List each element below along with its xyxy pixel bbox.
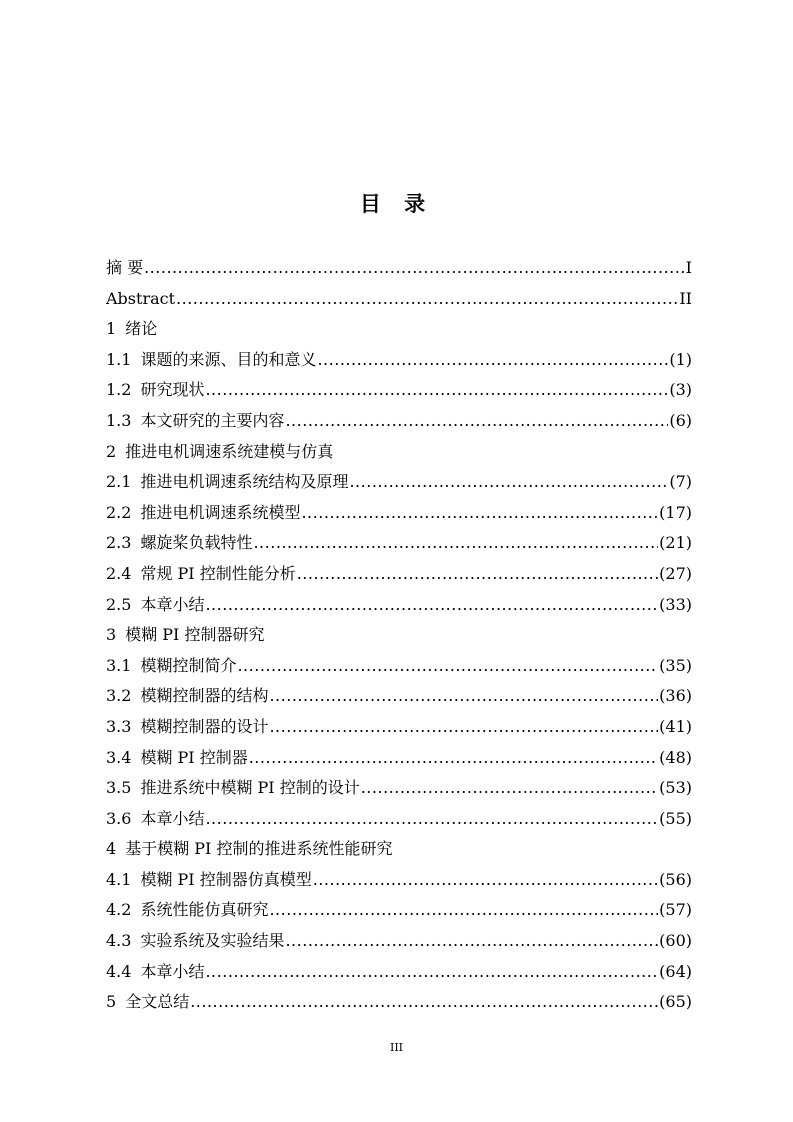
toc-entry-number: 4.3 (106, 931, 132, 951)
toc-entry-number: 2.3 (106, 533, 132, 553)
toc-entry[interactable] (106, 620, 692, 651)
toc-entry[interactable] (106, 957, 692, 988)
toc-entry-number: 2.1 (106, 472, 132, 492)
toc-entry-label: Abstract (106, 288, 176, 308)
toc-leader-dots (205, 804, 658, 835)
toc-entry-label: 模糊控制器的设计 (140, 716, 269, 736)
toc-entry-number: 1 (106, 319, 117, 339)
toc-entry-number: 2.5 (106, 594, 132, 614)
toc-entry-label: 摘 要 (106, 258, 144, 277)
toc-entry-label: 模糊 PI 控制器研究 (125, 625, 265, 645)
toc-leader-dots (144, 253, 685, 284)
toc-leader-dots (249, 743, 658, 774)
toc-entry[interactable] (106, 712, 692, 743)
toc-entry-page: (48) (659, 747, 692, 767)
toc-entry-number: 1.1 (106, 349, 132, 369)
toc-leader-dots (205, 590, 658, 621)
toc-entry-label: 系统性能仿真研究 (140, 900, 269, 920)
toc-entry[interactable] (106, 467, 692, 498)
toc-entry-number: 3.3 (106, 716, 132, 736)
toc-entry-number: 5 (106, 992, 117, 1012)
toc-leader-dots (313, 865, 658, 896)
toc-entry[interactable] (106, 590, 692, 621)
toc-title: 目 录 (359, 191, 434, 216)
toc-entry-number: 2.4 (106, 563, 132, 583)
toc-leader-dots (317, 345, 668, 376)
toc-entry-number: 3.6 (106, 808, 132, 828)
toc-entry-label: 模糊控制简介 (140, 655, 237, 675)
toc-leader-dots (269, 895, 658, 926)
toc-entry[interactable] (106, 559, 692, 590)
toc-entry-label: 推进系统中模糊 PI 控制的设计 (140, 778, 360, 798)
toc-entry-label: 模糊控制器的结构 (140, 686, 269, 706)
toc-entry[interactable] (106, 498, 692, 529)
toc-entry[interactable] (106, 987, 692, 1018)
toc-entry-number: 3.2 (106, 686, 132, 706)
toc-entry-label: 本章小结 (140, 961, 205, 981)
toc-entry-page: (65) (659, 992, 692, 1012)
toc-entry-page: (17) (659, 502, 692, 522)
toc-leader-dots (176, 284, 678, 315)
toc-entry-number: 3.5 (106, 778, 132, 798)
toc-entry[interactable] (106, 834, 692, 865)
toc-entry-number: 3 (106, 625, 117, 645)
toc-entry-page: (21) (659, 533, 692, 553)
toc-leader-dots (285, 406, 668, 437)
toc-entry-page: (6) (669, 410, 692, 430)
toc-entry-page: (53) (659, 778, 692, 798)
toc-entry[interactable] (106, 528, 692, 559)
toc-entry[interactable] (106, 926, 692, 957)
toc-entry-page: (27) (659, 563, 692, 583)
toc-entry-number: 1.2 (106, 380, 132, 400)
toc-entry-label: 本章小结 (140, 808, 205, 828)
toc-entry-page: II (679, 288, 692, 308)
toc-entry-number: 4 (106, 839, 117, 859)
toc-entry-page: (57) (659, 900, 692, 920)
toc-entry[interactable] (106, 345, 692, 376)
toc-entry[interactable] (106, 773, 692, 804)
toc-entry-label: 推进电机调速系统结构及原理 (140, 472, 349, 492)
toc-entry[interactable] (106, 804, 692, 835)
toc-entry-page: (7) (669, 472, 692, 492)
toc-leader-dots (301, 498, 658, 529)
toc-leader-dots (349, 467, 668, 498)
toc-entry[interactable] (106, 865, 692, 896)
toc-entry-page: I (685, 258, 692, 277)
toc-entry-number: 4.1 (106, 869, 132, 889)
toc-entry[interactable] (106, 437, 692, 468)
toc-leader-dots (297, 559, 658, 590)
toc-entry[interactable] (106, 375, 692, 406)
toc-entry-label: 课题的来源、目的和意义 (140, 349, 317, 369)
toc-entry-label: 本文研究的主要内容 (140, 410, 285, 430)
toc-entry[interactable] (106, 406, 692, 437)
toc-entry-label: 实验系统及实验结果 (140, 931, 285, 951)
toc-entry-number: 4.4 (106, 961, 132, 981)
toc-entry[interactable] (106, 681, 692, 712)
toc-entry-label: 本章小结 (140, 594, 205, 614)
toc-leader-dots (205, 375, 668, 406)
toc-leader-dots (190, 987, 658, 1018)
toc-entry[interactable] (106, 895, 692, 926)
toc-entry-page: (1) (669, 349, 692, 369)
toc-entry-label: 模糊 PI 控制器仿真模型 (140, 869, 312, 889)
toc-entry-page: (55) (659, 808, 692, 828)
toc-leader-dots (285, 926, 658, 957)
toc-entry-page: (41) (659, 716, 692, 736)
toc-entry-page: (33) (659, 594, 692, 614)
toc-entry-label: 模糊 PI 控制器 (140, 747, 248, 767)
toc-leader-dots (269, 712, 658, 743)
toc-entry-page: (35) (659, 655, 692, 675)
toc-entry-page: (60) (659, 931, 692, 951)
toc-entry-label: 全文总结 (125, 992, 190, 1012)
toc-entry-label: 螺旋桨负载特性 (140, 533, 253, 553)
toc-entry-label: 推进电机调速系统建模与仿真 (125, 441, 334, 461)
toc-entry[interactable] (106, 743, 692, 774)
toc-leader-dots (361, 773, 658, 804)
toc-leader-dots (253, 528, 658, 559)
toc-entry[interactable] (106, 314, 692, 345)
toc-entry-number: 4.2 (106, 900, 132, 920)
toc-entry-label: 基于模糊 PI 控制的推进系统性能研究 (125, 839, 393, 859)
toc-entry[interactable] (106, 651, 692, 682)
toc-entry-label: 推进电机调速系统模型 (140, 502, 301, 522)
toc-entry-number: 2 (106, 441, 117, 461)
toc-entry-page: (56) (659, 869, 692, 889)
toc-entry-number: 3.1 (106, 655, 132, 675)
toc-entry-page: (36) (659, 686, 692, 706)
toc-entry-number: 3.4 (106, 747, 132, 767)
toc-leader-dots (205, 957, 658, 988)
toc-entry-label: 常规 PI 控制性能分析 (140, 563, 296, 583)
page-number: III (389, 1041, 404, 1054)
toc-entry-number: 2.2 (106, 502, 132, 522)
toc-entry[interactable] (106, 284, 692, 315)
toc-entry-number: 1.3 (106, 410, 132, 430)
toc-entry[interactable] (106, 253, 692, 284)
table-of-contents (106, 253, 692, 1018)
toc-entry-page: (64) (659, 961, 692, 981)
toc-entry-label: 研究现状 (140, 380, 205, 400)
toc-entry-page: (3) (669, 380, 692, 400)
toc-entry-label: 绪论 (125, 319, 158, 339)
toc-leader-dots (237, 651, 658, 682)
toc-leader-dots (269, 681, 658, 712)
